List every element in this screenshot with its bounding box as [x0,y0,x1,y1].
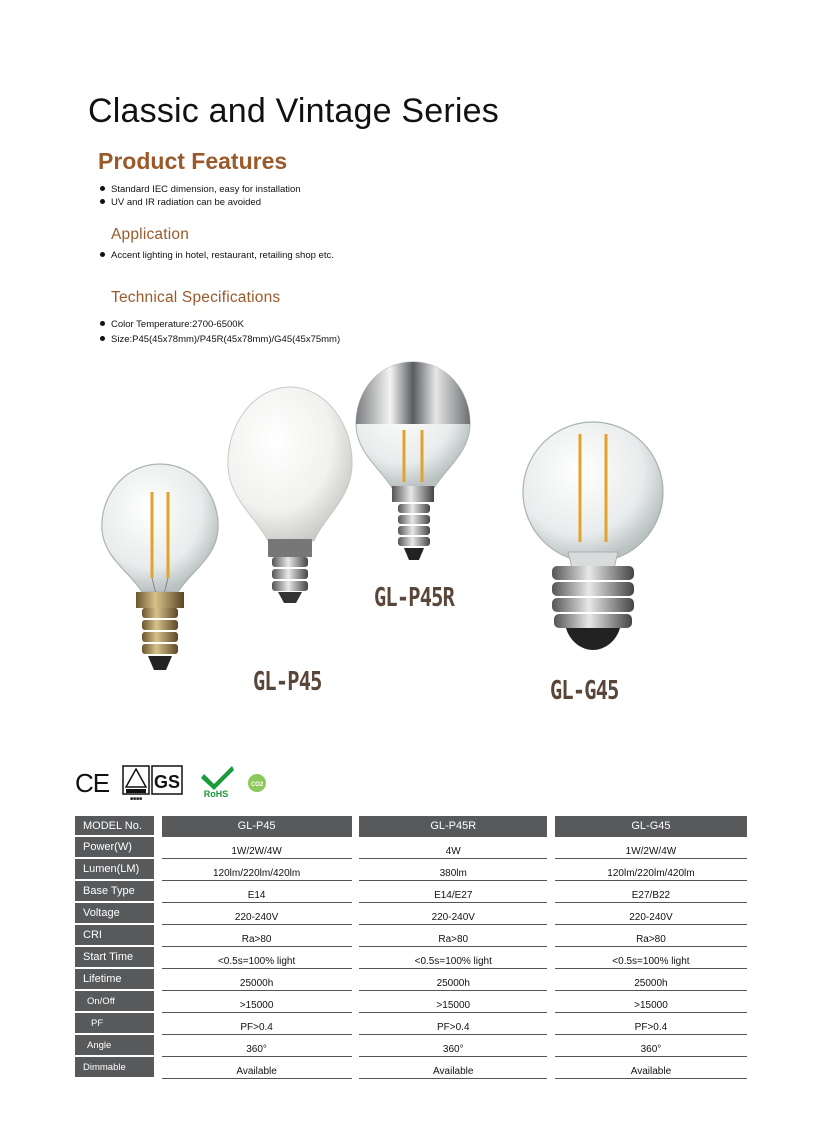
gs-mark-icon [122,765,184,801]
cell-p45r: 380lm [359,859,547,881]
row-label: On/Off [75,991,154,1013]
cell-g45: Ra>80 [555,925,747,947]
table-row [75,903,747,925]
cell-p45r: 360° [359,1035,547,1057]
cell-p45r: PF>0.4 [359,1013,547,1035]
application-item: Accent lighting in hotel, restaurant, retailing shop etc. [100,250,334,261]
rohs-mark-text: RoHS [203,789,229,799]
svg-text:■■■■: ■■■■ [129,796,143,801]
row-label: Base Type [75,881,154,903]
table-header-p45: GL-P45 [162,816,352,837]
page-title: Classic and Vintage Series [88,92,499,130]
technical-item: Color Temperature:2700-6500K [100,319,244,330]
cell-p45: 120lm/220lm/420lm [162,859,352,881]
cell-p45r: <0.5s=100% light [359,947,547,969]
cell-g45: 25000h [555,969,747,991]
cell-p45r: E14/E27 [359,881,547,903]
cell-g45: <0.5s=100% light [555,947,747,969]
row-label: Angle [75,1035,154,1057]
cell-g45: >15000 [555,991,747,1013]
cell-p45: Ra>80 [162,925,352,947]
table-row [75,969,747,991]
bulb-p45r-image [354,360,472,570]
cell-g45: PF>0.4 [555,1013,747,1035]
table-row [75,1035,747,1057]
bulb-p45-image [100,460,220,675]
table-header-label: MODEL No. [75,816,154,837]
table-header-p45r: GL-P45R [359,816,547,837]
ce-mark-icon: CE [75,768,110,798]
model-label-p45: GL-P45 [253,667,322,697]
cell-g45: 220-240V [555,903,747,925]
model-label-p45r: GL-P45R [374,583,455,613]
table-row [75,991,747,1013]
table-row [75,947,747,969]
feature-item: Standard IEC dimension, easy for installation [100,184,301,195]
cell-p45: <0.5s=100% light [162,947,352,969]
row-label: Lifetime [75,969,154,991]
table-header-g45: GL-G45 [555,816,747,837]
cell-p45r: 4W [359,837,547,859]
table-row [75,925,747,947]
cell-p45: 220-240V [162,903,352,925]
features-heading: Product Features [98,148,288,174]
row-label: PF [75,1013,154,1035]
cell-p45r: >15000 [359,991,547,1013]
table-header-row [75,816,747,837]
row-label: Power(W) [75,837,154,859]
table-row [75,859,747,881]
cell-p45: Available [162,1057,352,1079]
row-label: Start Time [75,947,154,969]
cell-g45: Available [555,1057,747,1079]
technical-item: Size:P45(45x78mm)/P45R(45x78mm)/G45(45x75mm) [100,334,340,345]
row-label: Lumen(LM) [75,859,154,881]
co2-mark-text: CO2 [250,782,264,788]
spec-table [75,816,747,1079]
cell-p45: 1W/2W/4W [162,837,352,859]
co2-leaf-icon [246,772,268,794]
row-label: Voltage [75,903,154,925]
cell-p45: E14 [162,881,352,903]
cell-p45: 360° [162,1035,352,1057]
table-row [75,881,747,903]
cell-p45r: 25000h [359,969,547,991]
cell-p45: 25000h [162,969,352,991]
cell-p45r: 220-240V [359,903,547,925]
application-heading: Application [111,226,190,243]
feature-item: UV and IR radiation can be avoided [100,197,261,208]
cell-g45: 1W/2W/4W [555,837,747,859]
table-row [75,837,747,859]
cell-g45: 120lm/220lm/420lm [555,859,747,881]
cell-p45r: Available [359,1057,547,1079]
row-label: CRI [75,925,154,947]
table-row [75,1013,747,1035]
bulb-g45-image [520,420,666,655]
cell-g45: 360° [555,1035,747,1057]
gs-mark-text: GS [153,772,181,792]
row-label: Dimmable [75,1057,154,1079]
cell-p45r: Ra>80 [359,925,547,947]
rohs-mark-icon [198,764,238,800]
table-row [75,1057,747,1079]
cell-p45: >15000 [162,991,352,1013]
model-label-g45: GL-G45 [550,676,619,706]
cell-p45: PF>0.4 [162,1013,352,1035]
cell-g45: E27/B22 [555,881,747,903]
bulb-p45-frosted-image [226,385,354,610]
technical-heading: Technical Specifications [111,289,281,306]
